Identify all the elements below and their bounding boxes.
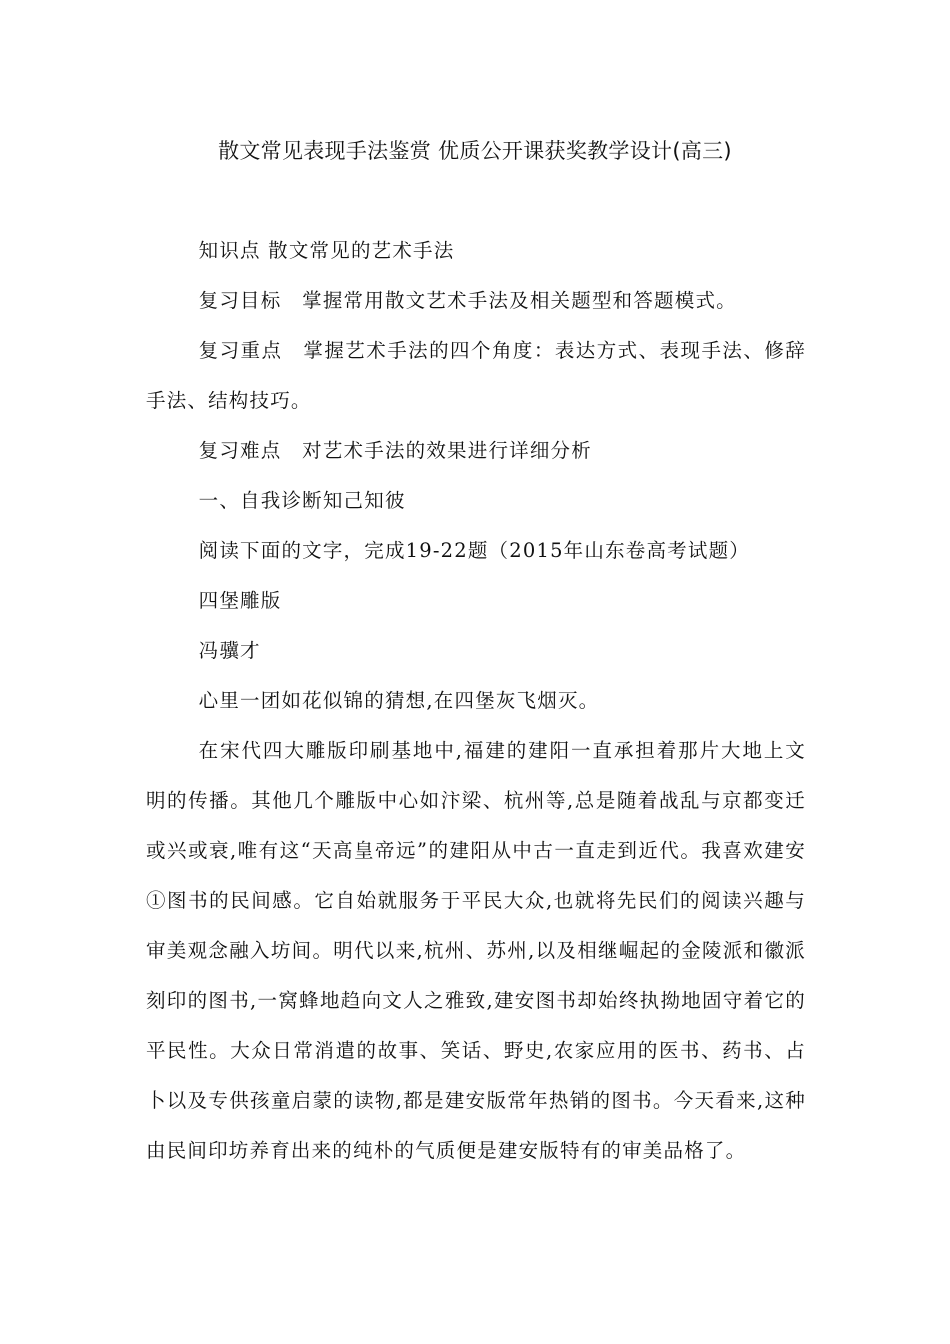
article-author: 冯骥才 (198, 639, 261, 662)
document-title: 散文常见表现手法鉴赏 优质公开课获奖教学设计(高三) (218, 139, 732, 163)
paragraph-review-focus: 复习重点 掌握艺术手法的四个角度：表达方式、表现手法、修辞手法、结构技巧。 (146, 339, 806, 412)
article-paragraph: 在宋代四大雕版印刷基地中,福建的建阳一直承担着那片大地上文明的传播。其他几个雕版中心如汴梁、杭州等,总是随着战乱与京都变迁或兴或衰,唯有这“天高皇帝远”的建阳从中古一直走到近代。我喜欢建安①图书的民间感。它自始就服务于平民大众,也就将先民们的阅读兴趣与审美观念融入坊间。明代以来,杭州、苏州,以及相继崛起的金陵派和徽派刻印的图书,一窝蜂地趋向文人之雅致,建安图书却始终执拗地固守着它的平民性。大众日常消遣的故事、笑话、野史,农家应用的医书、药书、占卜以及专供孩童启蒙的读物,都是建安版常年热销的图书。今天看来,这种由民间印坊养育出来的纯朴的气质便是建安版特有的审美品格了。 (146, 739, 806, 1162)
paragraph-knowledge-point: 知识点 散文常见的艺术手法 (198, 239, 455, 262)
paragraph-review-goal: 复习目标 掌握常用散文艺术手法及相关题型和答题模式。 (198, 289, 737, 312)
article-paragraph: 心里一团如花似锦的猜想,在四堡灰飞烟灭。 (198, 689, 600, 712)
reading-instruction: 阅读下面的文字，完成19-22题（2015年山东卷高考试题） (198, 539, 750, 562)
section-heading: 一、自我诊断知己知彼 (198, 489, 406, 512)
document-body (146, 226, 806, 1176)
paragraph-review-difficulty: 复习难点 对艺术手法的效果进行详细分析 (198, 439, 592, 462)
article-title: 四堡雕版 (198, 589, 282, 612)
